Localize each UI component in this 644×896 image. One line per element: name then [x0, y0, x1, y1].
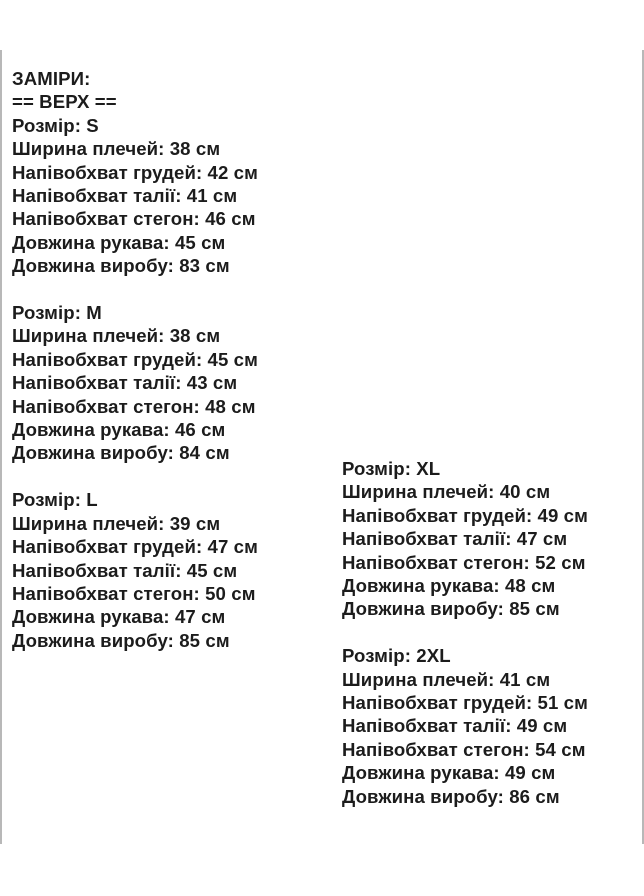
size-label: Розмір: M — [12, 302, 102, 324]
measurement-line: Напівобхват стегон: 50 см — [12, 582, 256, 604]
measurement-line: Довжина рукава: 47 см — [12, 606, 226, 628]
size-block-s — [12, 114, 258, 278]
left-border — [0, 50, 2, 844]
measurement-line: Ширина плечей: 41 см — [342, 668, 551, 690]
size-label: Розмір: S — [12, 114, 99, 136]
size-label: Розмір: 2XL — [342, 645, 451, 667]
measurement-line: Напівобхват стегон: 54 см — [342, 738, 586, 760]
page-title: ЗАМІРИ: — [12, 68, 91, 89]
measurement-line: Довжина виробу: 86 см — [342, 785, 560, 807]
measurement-line: Довжина рукава: 46 см — [12, 419, 226, 441]
size-block-l — [12, 488, 258, 652]
measurement-line: Напівобхват грудей: 45 см — [12, 348, 258, 370]
size-block-2xl — [342, 644, 588, 808]
measurement-line: Напівобхват стегон: 46 см — [12, 208, 256, 230]
measurement-line: Довжина рукава: 49 см — [342, 762, 556, 784]
measurement-line: Напівобхват талії: 47 см — [342, 528, 568, 550]
measurement-line: Напівобхват грудей: 51 см — [342, 692, 588, 714]
measurement-line: Ширина плечей: 39 см — [12, 512, 221, 534]
size-block-m — [12, 301, 258, 465]
measurement-line: Довжина виробу: 83 см — [12, 255, 230, 277]
left-column — [12, 67, 258, 676]
measurement-line: Напівобхват стегон: 52 см — [342, 551, 586, 573]
measurement-line: Напівобхват грудей: 49 см — [342, 504, 588, 526]
measurement-line: Напівобхват грудей: 42 см — [12, 161, 258, 183]
measurement-line: Напівобхват талії: 49 см — [342, 715, 568, 737]
measurement-line: Напівобхват талії: 43 см — [12, 372, 238, 394]
size-label: Розмір: XL — [342, 458, 441, 479]
measurement-line: Довжина рукава: 48 см — [342, 575, 556, 597]
size-block-xl — [342, 457, 588, 621]
measurement-line: Довжина виробу: 85 см — [342, 598, 560, 620]
section-heading: == ВЕРХ == — [12, 91, 117, 113]
measurement-line: Ширина плечей: 40 см — [342, 481, 551, 503]
measurement-line: Напівобхват стегон: 48 см — [12, 395, 256, 417]
measurement-line: Ширина плечей: 38 см — [12, 138, 221, 160]
measurement-line: Довжина виробу: 85 см — [12, 629, 230, 651]
measurement-line: Ширина плечей: 38 см — [12, 325, 221, 347]
size-label: Розмір: L — [12, 489, 98, 511]
measurement-line: Довжина рукава: 45 см — [12, 231, 226, 253]
measurement-line: Напівобхват талії: 41 см — [12, 185, 238, 207]
measurement-line: Довжина виробу: 84 см — [12, 442, 230, 464]
right-column — [342, 457, 588, 831]
measurement-line: Напівобхват грудей: 47 см — [12, 536, 258, 558]
measurement-line: Напівобхват талії: 45 см — [12, 559, 238, 581]
